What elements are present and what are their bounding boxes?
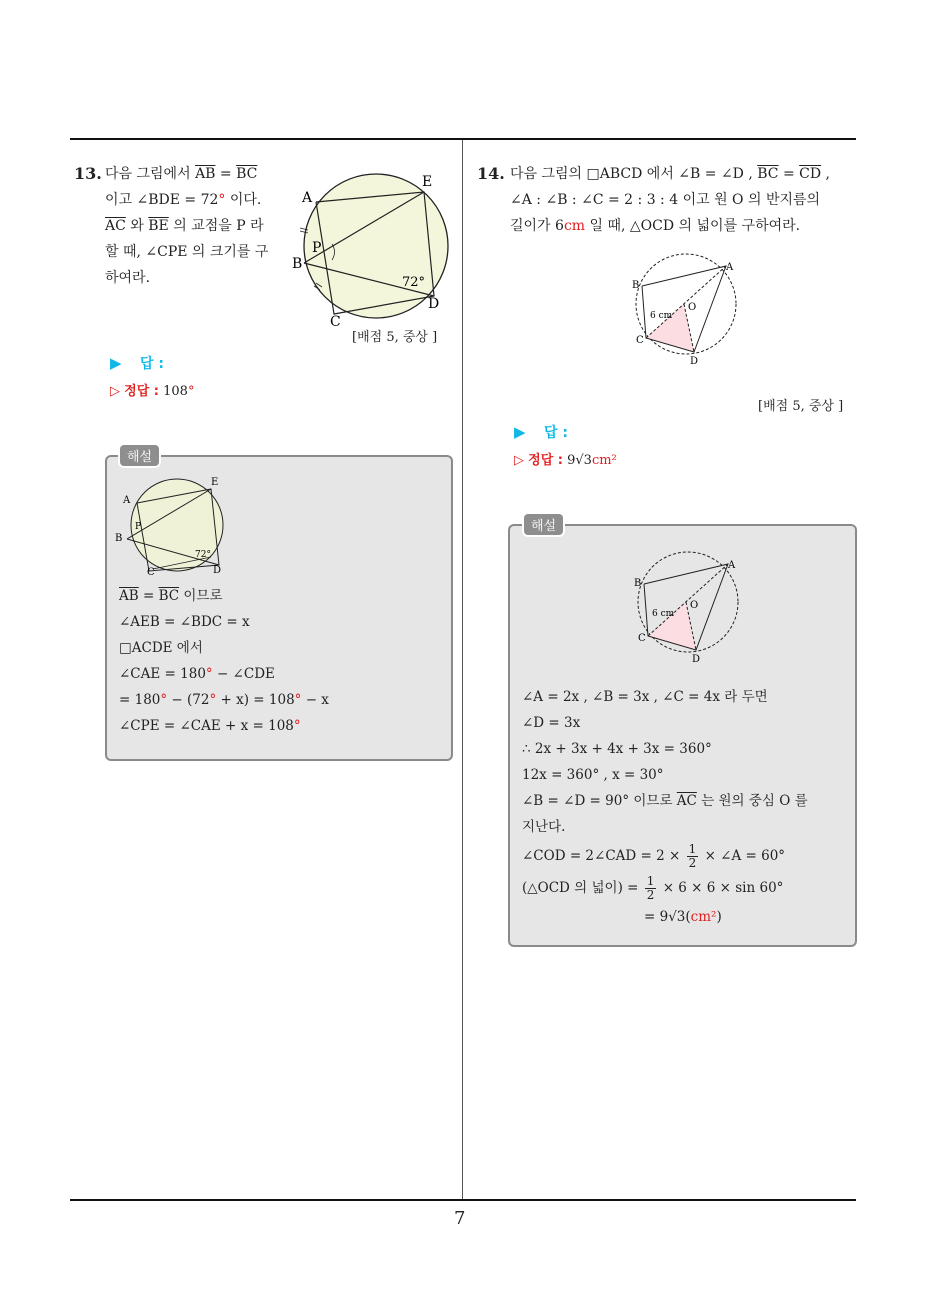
q14-correct-row: ▷ 정답 : 9√3cm²	[514, 453, 617, 468]
svg-text:C: C	[330, 314, 341, 328]
svg-text:B: B	[115, 533, 123, 544]
svg-text:C: C	[636, 335, 644, 346]
q13-solution-figure	[115, 475, 235, 575]
q14-score: [배점 5, 중상 ]	[758, 399, 844, 414]
q14-answer-row: ▶ 답 :	[514, 423, 568, 441]
arc-bc: $\overline{BC}$	[236, 166, 258, 182]
svg-text:P: P	[312, 240, 322, 256]
q14-solution-tag: 해설	[522, 512, 565, 537]
svg-text:C: C	[638, 633, 646, 644]
svg-text:A: A	[302, 190, 313, 206]
svg-text:D: D	[428, 296, 440, 312]
svg-text:E: E	[422, 174, 433, 190]
svg-text:C: C	[147, 567, 155, 575]
page-number: 7	[454, 1208, 466, 1229]
svg-text:72°: 72°	[195, 550, 211, 560]
svg-text:6 cm: 6 cm	[650, 311, 673, 321]
q14-solution-figure	[628, 546, 748, 666]
svg-text:A: A	[726, 262, 734, 273]
q13-correct-row: ▷ 정답 : 108°	[110, 384, 195, 399]
q14-solution-box	[508, 524, 857, 947]
triangle-right-icon: ▷	[514, 453, 524, 468]
q13-solution-box	[105, 455, 453, 761]
q13-text: 다음 그림에서 $\overline{AB} = \overline{BC}$ 이고 ∠BDE = 72° 이다. $\overline{AC}$ 와 $\overline{BE}$ 의 교점을 P 라 할 때, ∠CPE 의 크기를 구 하여라.	[105, 166, 269, 286]
center-divider	[462, 140, 463, 1200]
play-icon: ▶	[514, 423, 526, 441]
top-rule	[70, 138, 856, 140]
q13-score: [배점 5, 중상 ]	[352, 330, 438, 345]
q13-number: 13.	[74, 164, 102, 183]
q13-answer-row: ▶ 답 :	[110, 354, 164, 372]
svg-text:D: D	[692, 654, 701, 665]
q13-solution-text: $\overline{AB} = \overline{BC}$ 이므로 ∠AEB = ∠BDC = x □ACDE 에서 ∠CAE = 180° − ∠CDE = 180° − (72° + x) = 108° − x ∠CPE = ∠CAE + x = 108°	[119, 588, 329, 734]
svg-text:B: B	[634, 578, 642, 589]
svg-text:B: B	[292, 256, 303, 272]
q14-figure	[626, 248, 746, 368]
q13-solution-tag: 해설	[118, 443, 161, 468]
play-icon: ▶	[110, 354, 122, 372]
q13-figure	[288, 168, 458, 328]
q14-text: 다음 그림의 □ABCD 에서 ∠B = ∠D , $\overline{BC} = \overline{CD}$ , ∠A : ∠B : ∠C = 2 : 3 : 4 이고 원 O 의 반지름의 길이가 6cm 일 때, △OCD 의 넓이를 구하여라.	[510, 166, 830, 234]
svg-text:D: D	[213, 565, 222, 575]
svg-text:O: O	[690, 600, 699, 611]
triangle-right-icon: ▷	[110, 384, 120, 399]
q14-solution-text: ∠A = 2x , ∠B = 3x , ∠C = 4x 라 두면 ∠D = 3x ∴ 2x + 3x + 4x + 3x = 360° 12x = 360° , x = 30° ∠B = ∠D = 90° 이므로 $\overline{AC}$ 는 원의 중심 O 를 지난다. ∠COD = 2∠CAD = 2 × $\frac{1}{2}$ × ∠A = 60° (△OCD 의 넓이) = $\frac{1}{2}$ × 6 × 6 × sin 60° = 9√3(cm²)	[522, 689, 808, 925]
svg-text:B: B	[632, 280, 640, 291]
svg-text:6 cm: 6 cm	[652, 609, 675, 619]
svg-text:D: D	[690, 356, 699, 367]
svg-text:72°: 72°	[402, 275, 426, 290]
arc-ab: $\overline{AB}$	[195, 166, 216, 182]
svg-text:A: A	[728, 560, 736, 571]
q14-number: 14.	[477, 164, 505, 183]
bottom-rule	[70, 1199, 856, 1201]
svg-text:P: P	[135, 522, 142, 532]
svg-text:O: O	[688, 302, 697, 313]
svg-text:A: A	[123, 495, 131, 506]
svg-text:E: E	[211, 477, 219, 488]
